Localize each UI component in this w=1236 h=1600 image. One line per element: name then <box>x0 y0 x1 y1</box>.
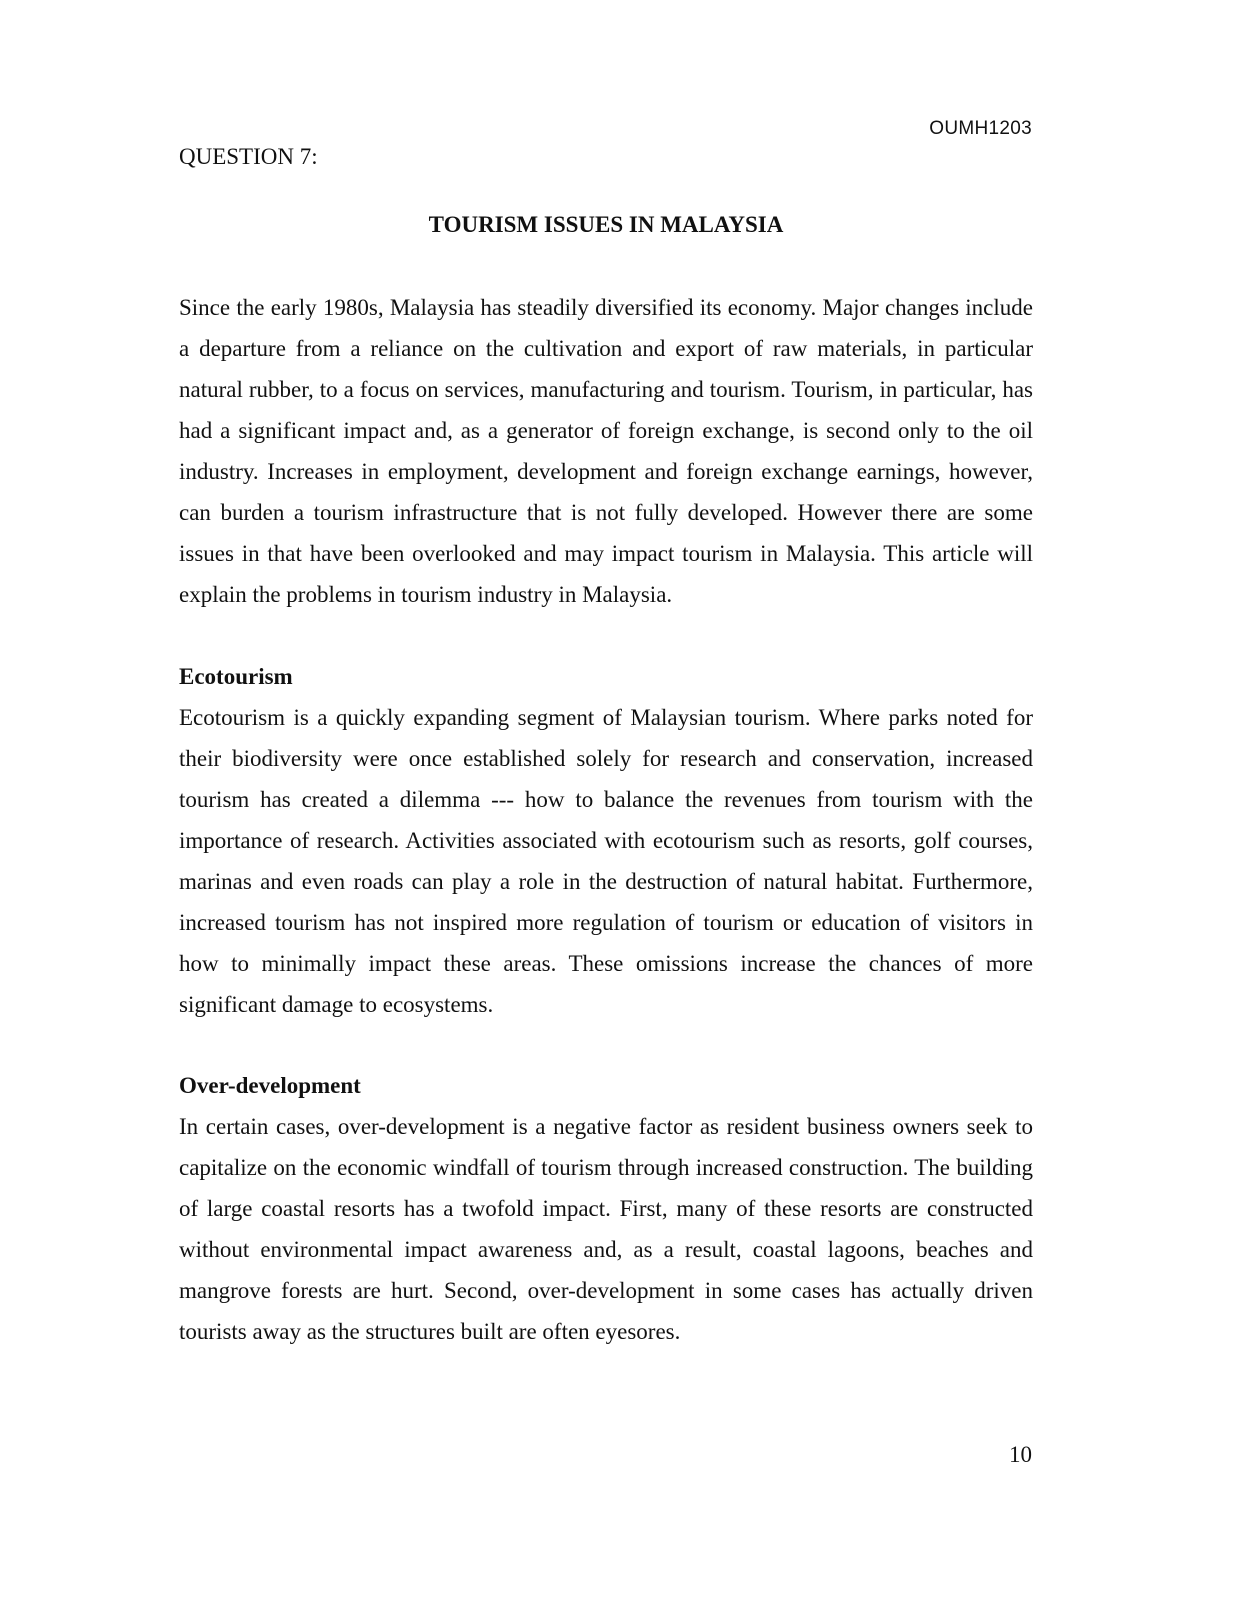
page-number: 10 <box>1009 1442 1032 1467</box>
course-code: OUMH1203 <box>929 118 1032 139</box>
section-over-development <box>179 1065 1033 1352</box>
intro-paragraph <box>179 287 1033 615</box>
section-heading: Over-development <box>179 1073 361 1098</box>
section-heading: Ecotourism <box>179 664 293 689</box>
section-body: In certain cases, over-development is a negative factor as resident business owners seek to capitalize on the economic windfall of tourism through increased construction. The building of large coastal resorts has a twofold impact. First, many of these resorts are constructed without environmental impact awareness and, as a result, coastal lagoons, beaches and mangrove forests are hurt. Second, over-development in some cases has actually driven tourists away as the structures built are often eyesores. <box>179 1114 1033 1344</box>
section-body: Ecotourism is a quickly expanding segment of Malaysian tourism. Where parks noted for their biodiversity were once established solely for research and conservation, increased tourism has created a dilemma --- how to balance the revenues from tourism with the importance of research. Activities associated with ecotourism such as resorts, golf courses, marinas and even roads can play a role in the destruction of natural habitat. Furthermore, increased tourism has not inspired more regulation of tourism or education of visitors in how to minimally impact these areas. These omissions increase the chances of more significant damage to ecosystems. <box>179 705 1033 1017</box>
intro-text: Since the early 1980s, Malaysia has steadily diversified its economy. Major changes include a departure from a reliance on the cultivation and export of raw materials, in particular natural rubber, to a focus on services, manufacturing and tourism. Tourism, in particular, has had a significant impact and, as a generator of foreign exchange, is second only to the oil industry. Increases in employment, development and foreign exchange earnings, however, can burden a tourism infrastructure that is not fully developed. However there are some issues in that have been overlooked and may impact tourism in Malaysia. This article will explain the problems in tourism industry in Malaysia. <box>179 295 1033 607</box>
section-ecotourism <box>179 656 1033 1025</box>
question-label: QUESTION 7: <box>179 144 318 169</box>
document-title: TOURISM ISSUES IN MALAYSIA <box>428 212 784 237</box>
